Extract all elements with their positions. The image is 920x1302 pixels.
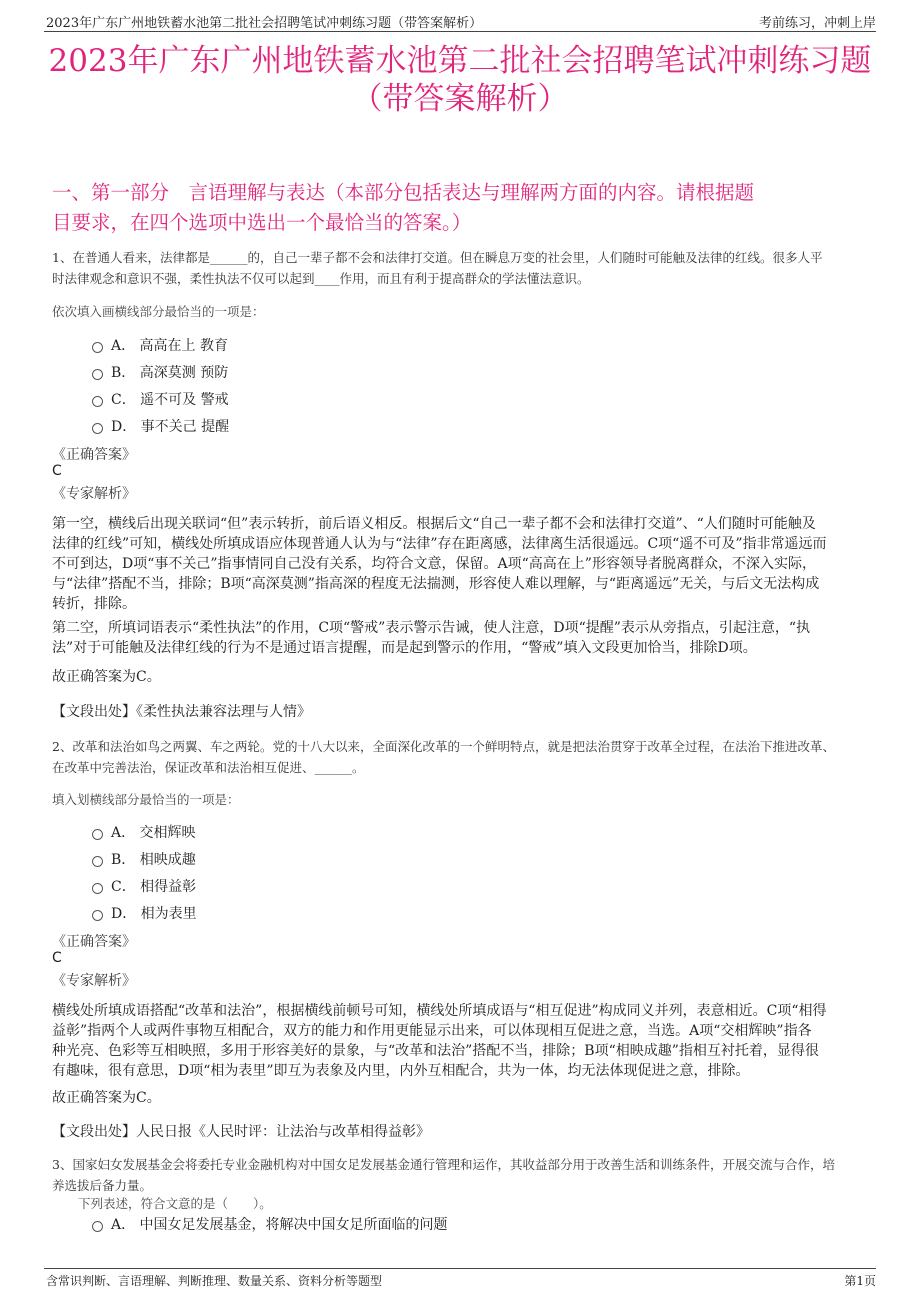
source-text: 《柔性执法兼容法理与人情》 [136,704,311,720]
radio-icon[interactable] [92,883,103,894]
question-1-option-a[interactable] [92,335,228,355]
header-slogan: 考前练习，冲刺上岸 [758,16,876,31]
question-2-option-a[interactable] [92,822,196,842]
header-title: 2023年广东广州地铁蓄水池第二批社会招聘笔试冲刺练习题（带答案解析） [46,16,483,31]
question-2-option-b[interactable] [92,849,196,869]
question-2-source [52,1121,864,1141]
analysis-line: 第一空，横线后出现关联词“但”表示转折，前后语义相反。根据后文“自己一辈子都不会和法律打交道”、“人们随时可能触及 [52,516,816,532]
section-heading-line2: 目要求，在四个选项中选出一个最恰当的答案。） [52,211,472,234]
question-2-answer-label: 《正确答案》 [52,934,136,950]
analysis-line: 转折，排除。 [52,596,136,612]
analysis-line: 有趣味，很有意思，D项“相为表里”即互为表象及内里，内外互相配合，共为一体，均无法体现促进之意，排除。 [52,1063,750,1079]
question-2-option-d[interactable] [92,903,197,923]
source-label: 【文段出处】 [52,704,136,720]
analysis-line: 与“法律”搭配不当，排除；B项“高深莫测”指高深的程度无法揣测，形容使人难以理解，与“距离遥远”无关，与后文无法构成 [52,576,820,592]
analysis-line: 横线处所填成语搭配“改革和法治”，根据横线前顿号可知，横线处所填成语与“相互促进”构成同义并列，表意相近。C项“相得 [52,1003,827,1019]
question-1-answer: C [52,463,62,479]
question-1-option-d[interactable] [92,416,229,436]
source-text: 人民日报《人民时评：让法治与改革相得益彰》 [136,1124,430,1140]
question-2-conclusion: 故正确答案为C。 [52,1090,161,1106]
question-1-analysis-paragraph-1 [52,514,864,614]
option-label: B． 高深莫测 预防 [111,365,229,381]
radio-icon[interactable] [92,1221,103,1232]
radio-icon[interactable] [92,829,103,840]
question-2-stem-line2: 在改革中完善法治，保证改革和法治相互促进、______。 [52,760,365,775]
analysis-line: 法”对于可能触及法律红线的行为不是通过语言提醒，而是起到警示的作用，“警戒”填入文段更加恰当，排除D项。 [52,640,757,656]
page-title [0,42,920,118]
analysis-line: 不可到达，D项“事不关己”指事情同自己没有关系，均符合文意，保留。A项“高高在上”形容领导者脱离群众，不深入实际， [52,556,816,572]
radio-icon[interactable] [92,856,103,867]
question-1-analysis-label: 《专家解析》 [52,486,136,502]
analysis-line: 第二空，所填词语表示“柔性执法”的作用，C项“警戒”表示警示告诫，使人注意，D项“提醒”表示从旁指点，引起注意，“执 [52,620,811,636]
question-3-prompt: 下列表述，符合文意的是（ ）。 [78,1196,272,1211]
analysis-line: 益彰”指两个人或两件事物互相配合，双方的能力和作用更能显示出来，可以体现相互促进之意，当选。A项“交相辉映”指各 [52,1023,812,1039]
option-label: D． 事不关己 提醒 [111,419,230,435]
question-2-stem [52,736,864,778]
radio-icon[interactable] [92,369,103,380]
question-2-prompt: 填入划横线部分最恰当的一项是： [52,792,240,807]
option-label: A． 中国女足发展基金，将解决中国女足所面临的问题 [111,1217,448,1233]
radio-icon[interactable] [92,423,103,434]
footer-description: 含常识判断、言语理解、判断推理、数量关系、资料分析等题型 [46,1274,383,1288]
radio-icon[interactable] [92,396,103,407]
option-label: C． 相得益彰 [111,879,197,895]
question-3-stem-line1: 3、国家妇女发展基金会将委托专业金融机构对中国女足发展基金通行管理和运作，其收益部分用于改善生活和训练条件，开展交流与合作，培 [52,1157,835,1172]
radio-icon[interactable] [92,342,103,353]
question-1-source [52,701,864,721]
question-2-answer: C [52,950,62,966]
option-label: A． 高高在上 教育 [111,338,229,354]
analysis-line: 法律的红线”可知，横线处所填成语应体现普通人认为与“法律”存在距离感，法律离生活很遥远。C项“遥不可及”指非常遥远而 [52,536,827,552]
header-divider [44,31,876,32]
option-label: C． 遥不可及 警戒 [111,392,229,408]
question-1-stem [52,247,864,289]
page-number: 第1页 [844,1274,876,1288]
question-1-stem-line1: 1、在普通人看来，法律都是______的，自己一辈子都不会和法律打交道。但在瞬息万变的社会里，人们随时可能触及法律的红线。很多人平 [52,250,823,265]
question-1-prompt: 依次填入画横线部分最恰当的一项是： [52,304,265,319]
question-3-stem [52,1154,864,1196]
question-1-analysis-paragraph-2 [52,618,864,658]
option-label: D． 相为表里 [111,906,197,922]
section-heading [52,178,872,238]
option-label: B． 相映成趣 [111,852,196,868]
question-1-conclusion: 故正确答案为C。 [52,669,161,685]
question-2-analysis-label: 《专家解析》 [52,973,136,989]
question-1-option-c[interactable] [92,389,229,409]
footer-divider [44,1268,876,1269]
option-label: A． 交相辉映 [111,825,196,841]
question-1-option-b[interactable] [92,362,228,382]
section-heading-line1: 一、第一部分 言语理解与表达（本部分包括表达与理解两方面的内容。请根据题 [52,181,755,204]
question-1-answer-label: 《正确答案》 [52,447,136,463]
page-title-line1: 2023年广东广州地铁蓄水池第二批社会招聘笔试冲刺练习题 [48,43,872,79]
question-3-option-a[interactable] [92,1214,448,1234]
question-3-stem-line2: 养选拔后备力量。 [52,1178,153,1193]
radio-icon[interactable] [92,910,103,921]
question-2-analysis-paragraph [52,1001,864,1081]
page-title-line2: （带答案解析） [351,81,569,117]
question-2-stem-line1: 2、改革和法治如鸟之两翼、车之两轮。党的十八大以来，全面深化改革的一个鲜明特点，就是把法治贯穿于改革全过程，在法治下推进改革、 [52,739,835,754]
question-1-stem-line2: 时法律观念和意识不强，柔性执法不仅可以起到____作用，而且有利于提高群众的学法懂法意识。 [52,271,590,286]
question-2-option-c[interactable] [92,876,196,896]
analysis-line: 种光亮、色彩等互相映照，多用于形容美好的景象，与“改革和法治”搭配不当，排除；B项“相映成趣”指相互衬托着，显得很 [52,1043,819,1059]
source-label: 【文段出处】 [52,1124,136,1140]
